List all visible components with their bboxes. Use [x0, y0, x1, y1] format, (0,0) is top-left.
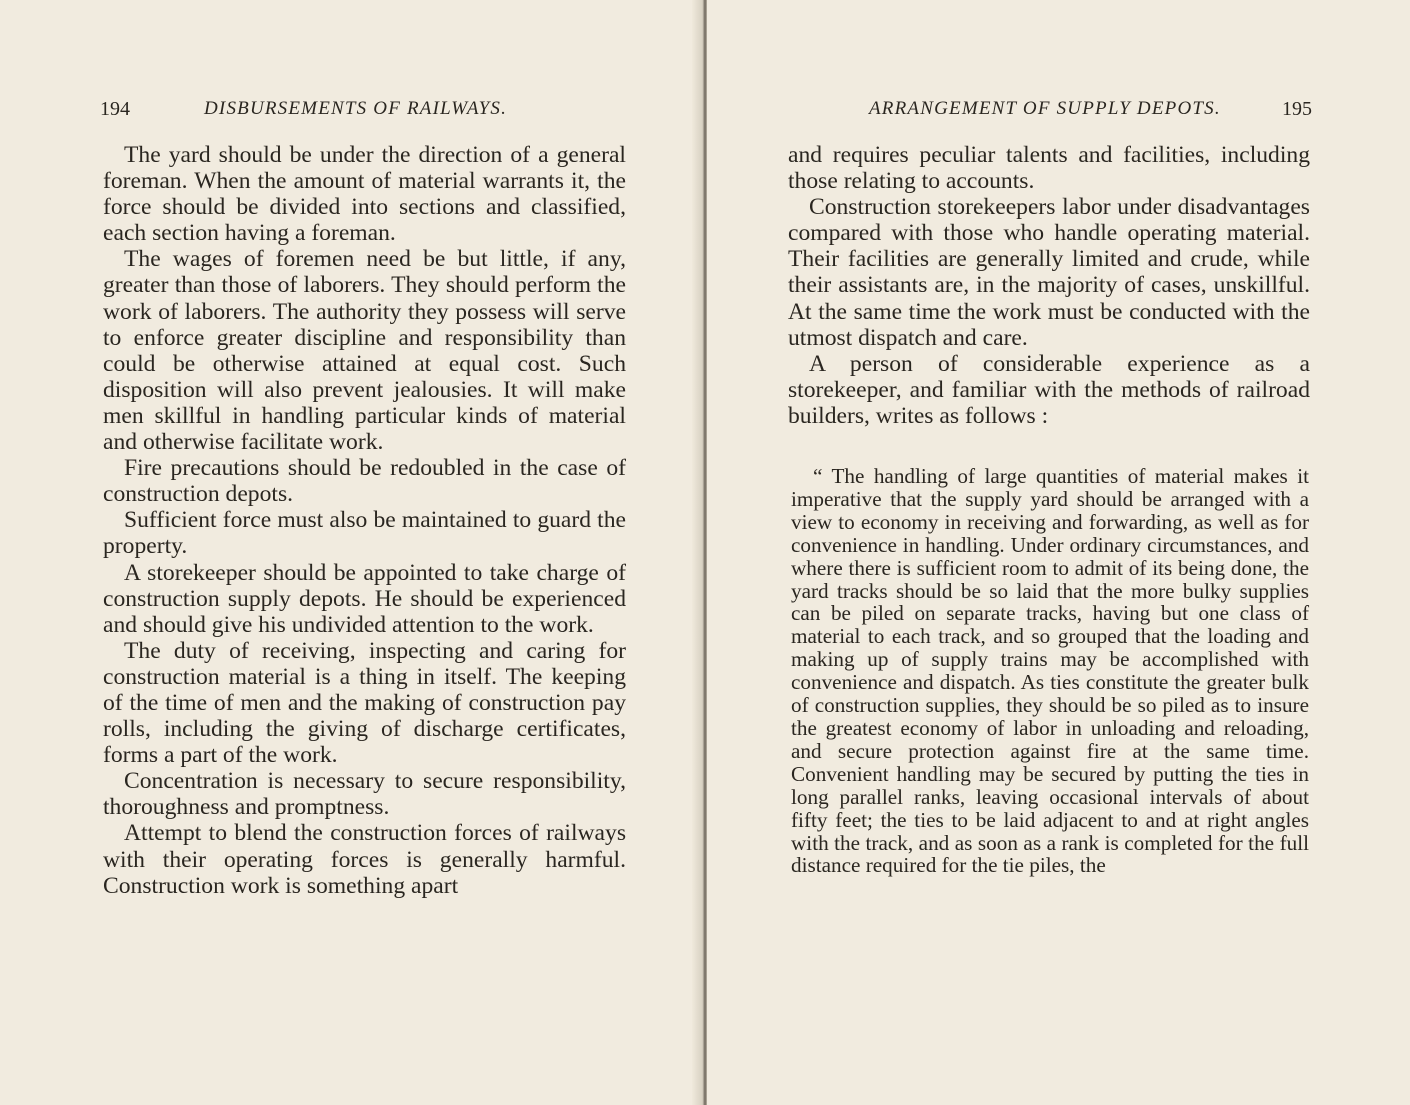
right-page [707, 0, 1410, 1105]
paragraph: Attempt to blend the construction forces of railways with their operating forces is generally harmful. Construction work is something apart [103, 820, 626, 899]
paragraph: Fire precautions should be redoubled in the case of construction depots. [103, 455, 626, 508]
paragraph: A storekeeper should be appointed to take charge of construction supply depots. He should be experienced and should give his undivided attention to the work. [103, 559, 626, 638]
paragraph: Concentration is necessary to secure responsibility, thoroughness and promptness. [103, 768, 626, 821]
left-page-number: 194 [100, 98, 130, 120]
quotation-text: “ The handling of large quantities of material makes it imperative that the supply yard should be arranged with a view to economy in receiving and forwarding, as well as for convenience in handling. Under ordinary circumstances, and where there is sufficient room to admit of its being done, the yard tracks should be so laid that the more bulky supplies can be piled on separate tracks, having but one class of material to each track, and so grouped that the loading and making up of supply trains may be accomplished with convenience and dispatch. As ties constitute the greater bulk of construction supplies, they should be so piled as to insure the greatest economy of labor in unloading and reloading, and secure protection against fire at the same time. Convenient handling may be secured by putting the ties in long parallel ranks, leaving occasional intervals of about fifty feet; the ties to be laid adjacent to and at right angles with the track, and as soon as a rank is completed for the full distance required for the tie piles, the [791, 464, 1309, 878]
left-page-header [100, 98, 630, 126]
left-page [0, 0, 703, 1105]
paragraph: A person of considerable experience as a storekeeper, and familiar with the methods of railroad builders, writes as follows : [788, 350, 1310, 429]
paragraph: The wages of foremen need be but little, if any, greater than those of laborers. They should perform the work of laborers. The authority they possess will serve to enforce greater discipline and responsibility than could be otherwise attained at equal cost. Such disposition will also prevent jealousies. It will make men skillful in handling particular kinds of material and otherwise facilitate work. [103, 246, 626, 456]
left-running-head: DISBURSEMENTS OF RAILWAYS. [204, 98, 508, 119]
right-page-body [788, 142, 1310, 429]
block-quotation [791, 465, 1309, 877]
paragraph: The yard should be under the direction of a general foreman. When the amount of material warrants it, the force should be divided into sections and classified, each section having a foreman. [103, 142, 626, 247]
paragraph: Sufficient force must also be maintained to guard the property. [103, 507, 626, 560]
right-running-head: ARRANGEMENT OF SUPPLY DEPOTS. [869, 98, 1221, 119]
right-page-header [787, 98, 1312, 126]
paragraph: and requires peculiar talents and facilities, including those relating to accounts. [788, 142, 1310, 195]
left-page-body [103, 142, 626, 899]
right-page-number: 195 [1282, 98, 1312, 120]
paragraph: The duty of receiving, inspecting and caring for construction material is a thing in itself. The keeping of the time of men and the making of construction pay rolls, including the giving of discharge certificates, forms a part of the work. [103, 637, 626, 769]
paragraph: Construction storekeepers labor under disadvantages compared with those who handle operating material. Their facilities are generally limited and crude, while their assistants are, in the majority of cases, unskillful. At the same time the work must be conducted with the utmost dispatch and care. [788, 194, 1310, 351]
